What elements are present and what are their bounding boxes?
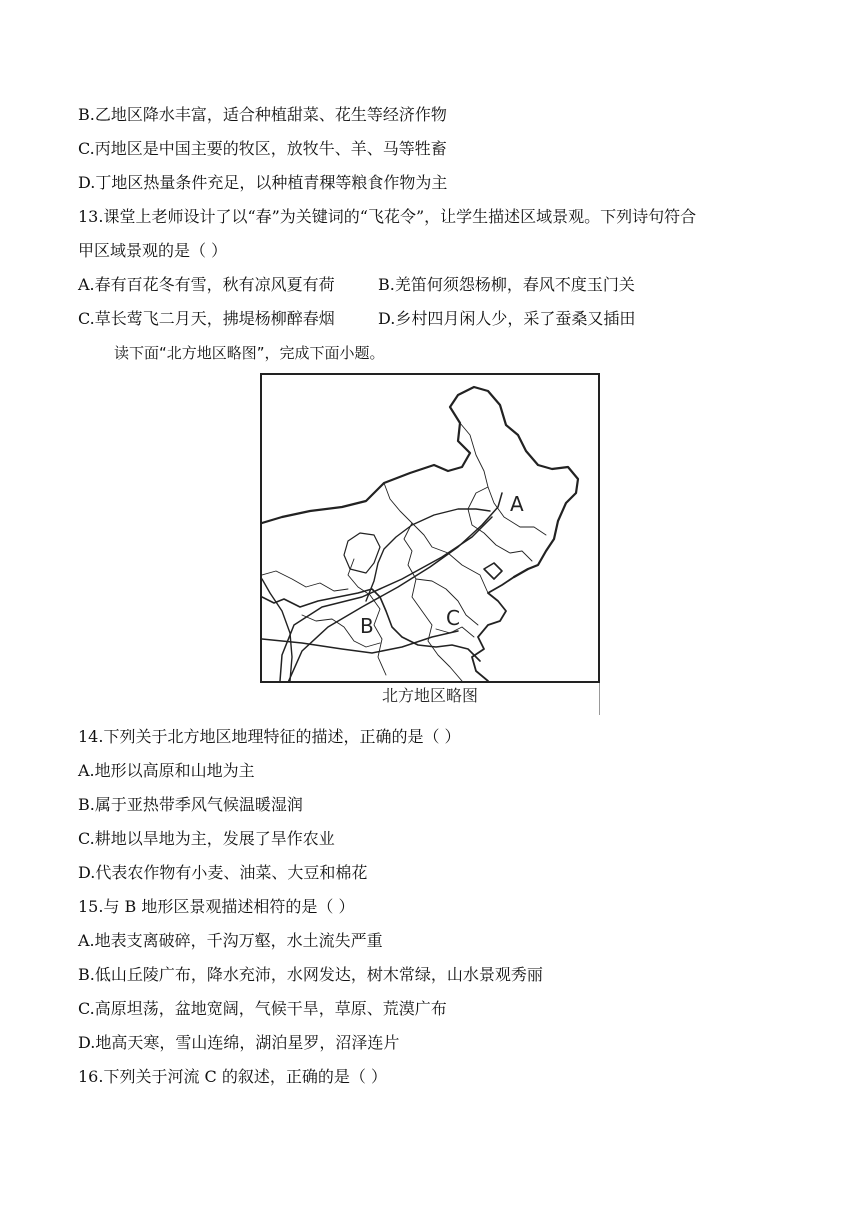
q13-option-b: B.羌笛何须怨杨柳，春风不度玉门关 — [378, 275, 635, 294]
q12-option-d: D.丁地区热量条件充足，以种植青稞等粮食作物为主 — [78, 173, 448, 192]
q15-option-c: C.高原坦荡，盆地宽阔，气候干旱，草原、荒漠广布 — [78, 999, 447, 1018]
q12-option-c: C.丙地区是中国主要的牧区，放牧牛、羊、马等牲畜 — [78, 139, 447, 158]
map-caption: 北方地区略图 — [381, 686, 478, 705]
q13-stem-line2: 甲区域景观的是（ ） — [78, 241, 228, 260]
map-label-a: A — [510, 492, 524, 516]
region-boundary-west — [262, 579, 292, 681]
q16-stem: 16.下列关于河流 C 的叙述，正确的是（ ） — [78, 1067, 387, 1086]
q15-option-b: B.低山丘陵广布，降水充沛，水网发达，树木常绿，山水景观秀丽 — [78, 965, 543, 984]
q15-option-d: D.地高天寒，雪山连绵，湖泊星罗，沼泽连片 — [78, 1033, 400, 1052]
q13-option-a: A.春有百花冬有雪，秋有凉风夏有荷 — [78, 275, 335, 294]
q14-option-b: B.属于亚热带季风气候温暖湿润 — [78, 795, 303, 814]
map-label-c: C — [446, 606, 460, 630]
caption-divider — [599, 683, 600, 715]
peninsula — [484, 563, 502, 579]
region-boundary-inner — [286, 493, 502, 681]
q14-option-c: C.耕地以旱地为主，发展了旱作农业 — [78, 829, 335, 848]
q13-option-c: C.草长莺飞二月天，拂堤杨柳醉春烟 — [78, 309, 335, 328]
map-intro: 读下面“北方地区略图”，完成下面小题。 — [114, 344, 385, 362]
coastline — [472, 577, 514, 681]
q14-option-a: A.地形以高原和山地为主 — [78, 761, 255, 780]
q14-stem: 14.下列关于北方地区地理特征的描述，正确的是（ ） — [78, 727, 461, 746]
national-border — [262, 387, 578, 577]
region-boundary-outer — [280, 517, 492, 681]
north-region-map — [260, 373, 600, 683]
q15-stem: 15.与 B 地形区景观描述相符的是（ ） — [78, 897, 355, 916]
q15-option-a: A.地表支离破碎，千沟万壑，水土流失严重 — [78, 931, 383, 950]
q13-option-d: D.乡村四月闲人少，采了蚕桑又插田 — [378, 309, 636, 328]
map-label-b: B — [360, 614, 374, 638]
map-drawing — [262, 375, 598, 681]
q12-option-b: B.乙地区降水丰富，适合种植甜菜、花生等经济作物 — [78, 105, 447, 124]
q14-option-d: D.代表农作物有小麦、油菜、大豆和棉花 — [78, 863, 368, 882]
q13-stem-line1: 13.课堂上老师设计了以“春”为关键词的“飞花令”，让学生描述区域景观。下列诗句符合 — [78, 207, 697, 226]
